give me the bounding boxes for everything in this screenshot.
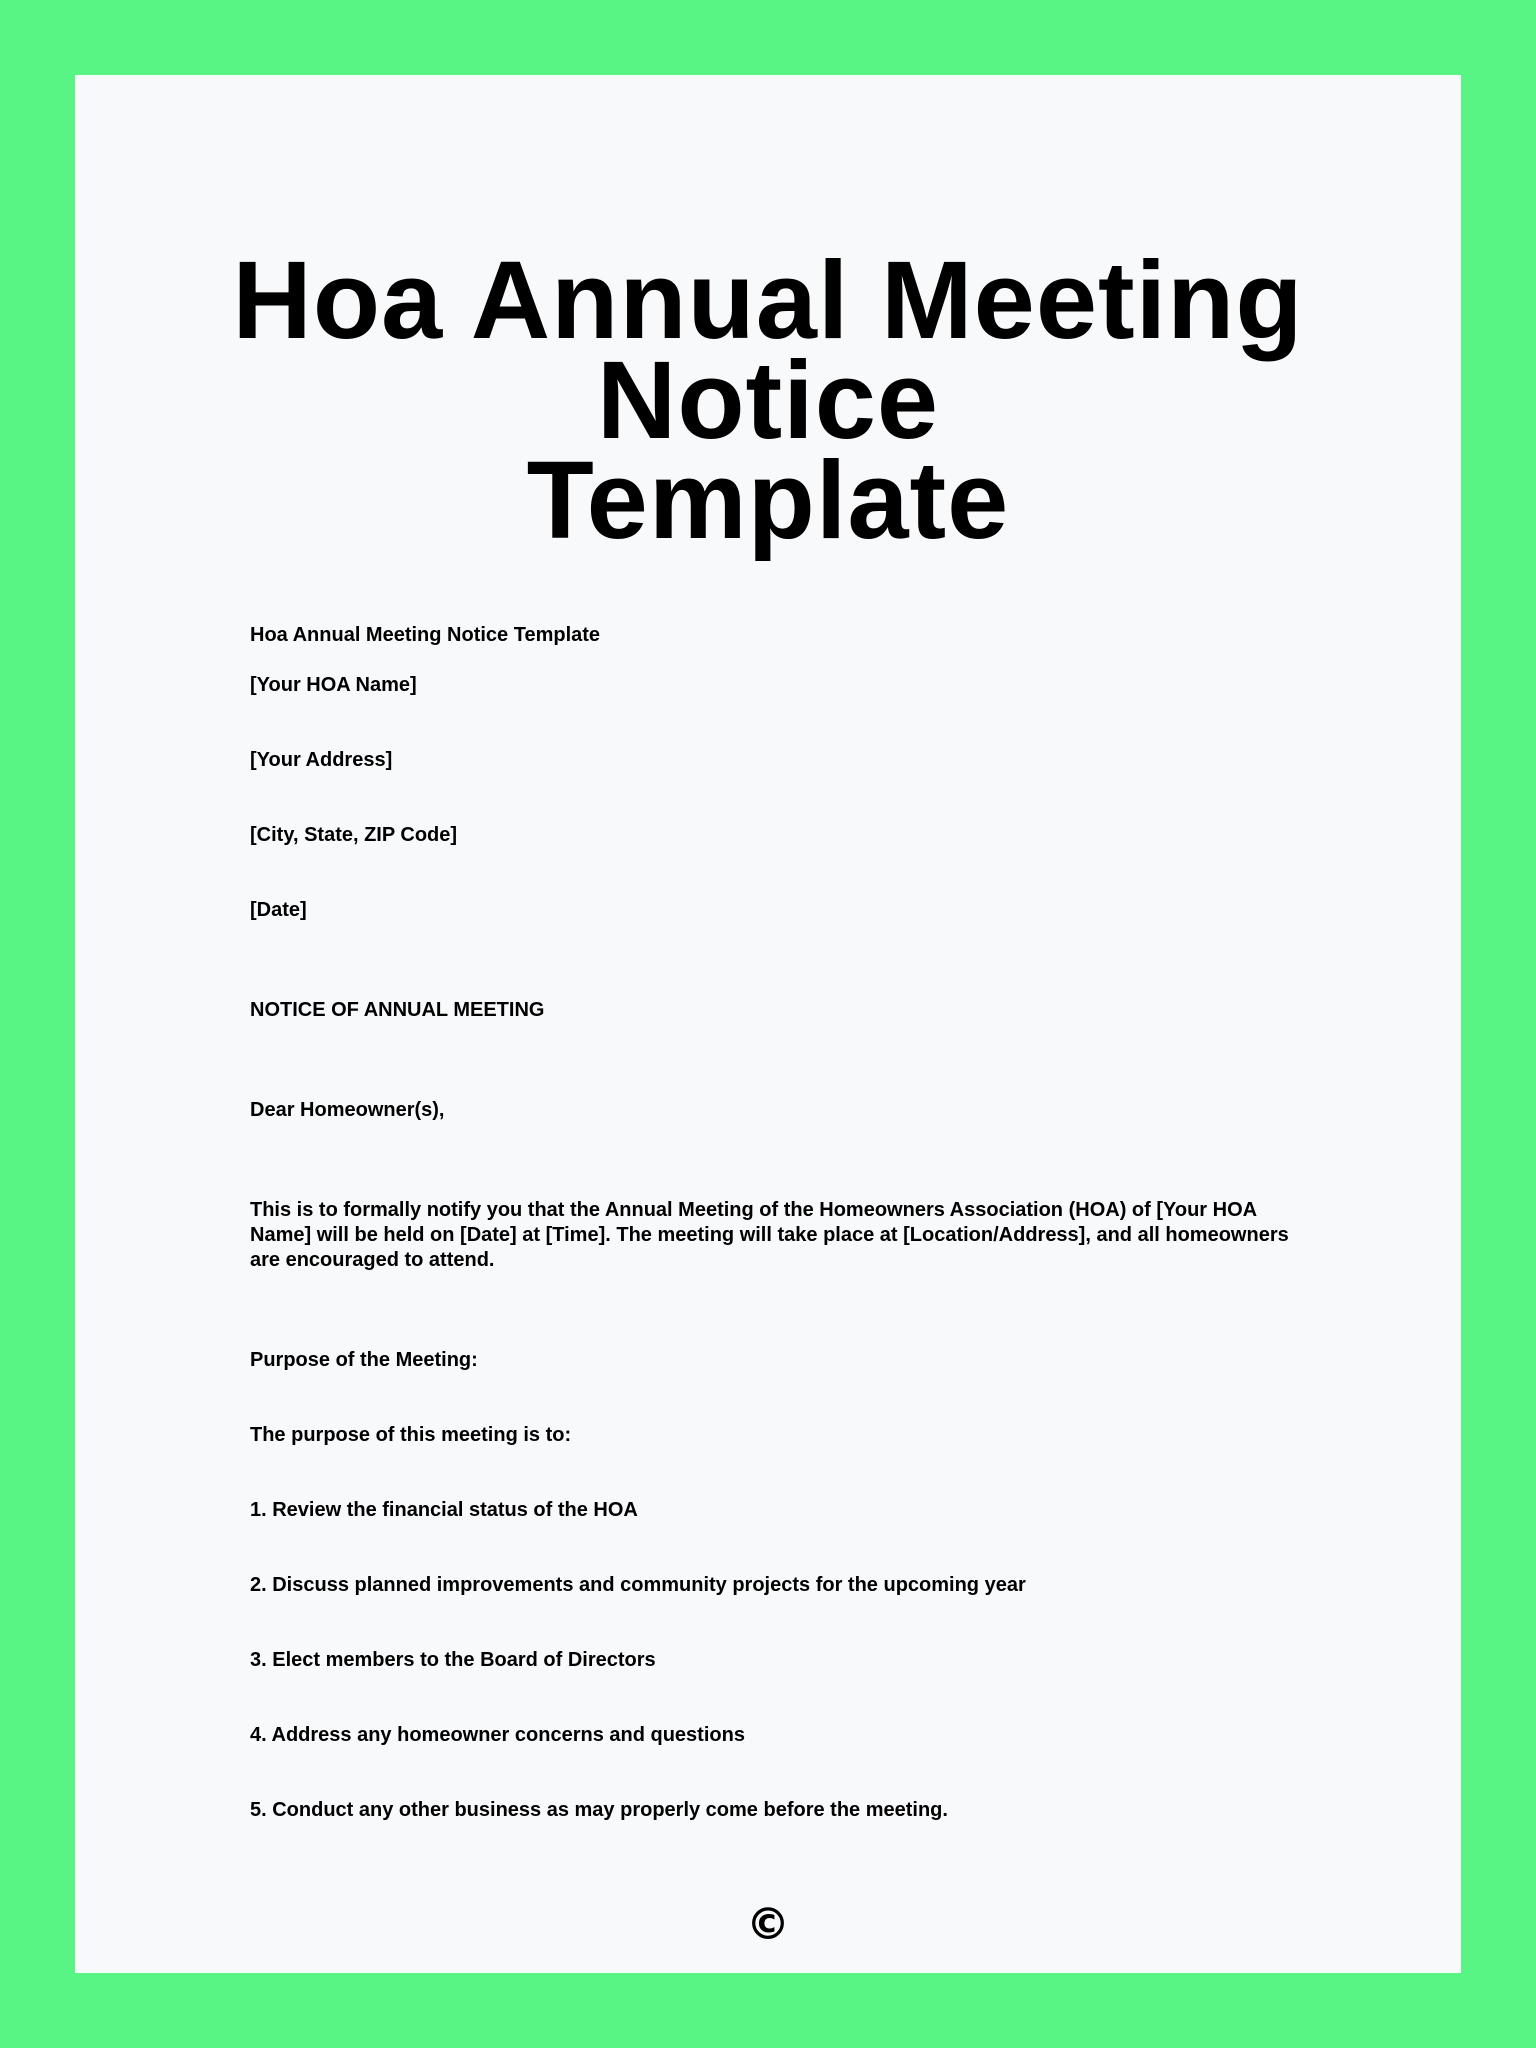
title-line-1: Hoa Annual Meeting Notice	[232, 239, 1304, 462]
intro-paragraph: This is to formally notify you that the Annual Meeting of the Homeowners Association (HOA) of [Your HOA Name] will be held on [Date] at [Time]. The meeting will take place at [Location/Address], and all homeowners are encouraged to attend.	[250, 1199, 1289, 1271]
document-subtitle: Hoa Annual Meeting Notice Template	[250, 624, 601, 646]
page-title	[75, 239, 1461, 562]
address-field: [Your Address]	[250, 749, 393, 771]
notice-heading: NOTICE OF ANNUAL MEETING	[250, 999, 545, 1021]
purpose-item-2: 2. Discuss planned improvements and community projects for the upcoming year	[250, 1574, 1026, 1596]
purpose-item-5: 5. Conduct any other business as may properly come before the meeting.	[250, 1799, 948, 1821]
purpose-item-4: 4. Address any homeowner concerns and questions	[250, 1724, 745, 1746]
date-field: [Date]	[250, 899, 307, 921]
hoa-name-field: [Your HOA Name]	[250, 674, 417, 696]
purpose-item-1: 1. Review the financial status of the HOA	[250, 1499, 638, 1521]
title-line-2: Template	[526, 439, 1010, 562]
purpose-heading: Purpose of the Meeting:	[250, 1349, 478, 1371]
salutation: Dear Homeowner(s),	[250, 1099, 445, 1121]
document-page	[75, 75, 1461, 1973]
purpose-item-3: 3. Elect members to the Board of Directors	[250, 1649, 656, 1671]
city-state-zip-field: [City, State, ZIP Code]	[250, 824, 458, 846]
purpose-intro: The purpose of this meeting is to:	[250, 1424, 572, 1446]
copyright-icon: ©	[746, 1899, 790, 1950]
